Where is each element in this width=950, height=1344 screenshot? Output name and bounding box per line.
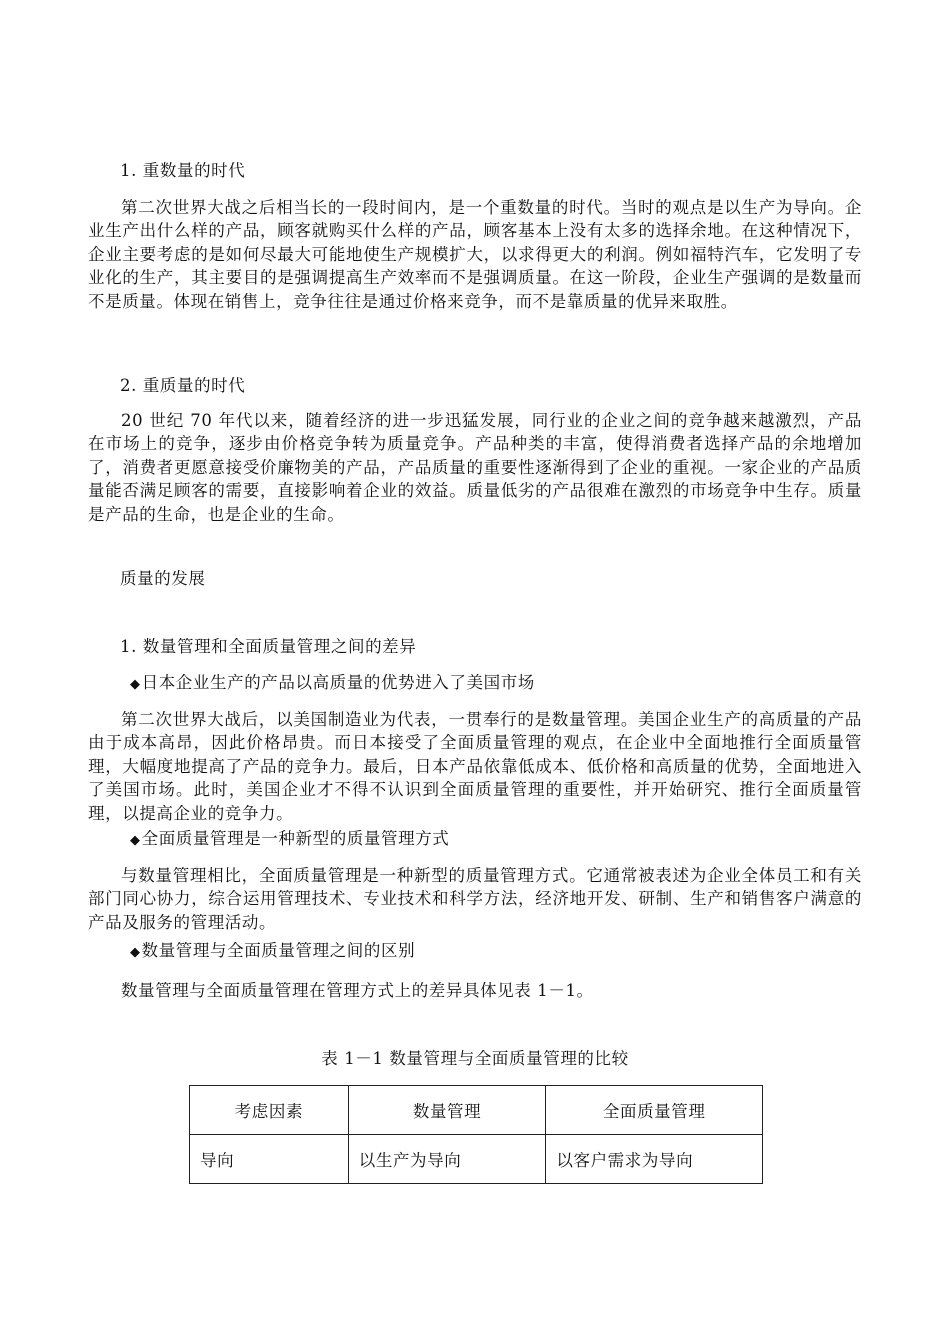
diamond-bullet-icon: ◆ — [130, 677, 141, 692]
bullet-item-tqm-new-method — [130, 828, 449, 852]
bullet-text: 日本企业生产的产品以高质量的优势进入了美国市场 — [141, 673, 535, 692]
section-heading-quality-era: 2. 重质量的时代 — [120, 376, 246, 395]
section-heading-difference: 1. 数量管理和全面质量管理之间的差异 — [120, 637, 417, 656]
diamond-bullet-icon: ◆ — [130, 833, 141, 848]
column-header-quantity-management: 数量管理 — [348, 1086, 546, 1135]
bullet-item-difference — [130, 940, 415, 964]
paragraph-tqm-definition: 与数量管理相比，全面质量管理是一种新型的质量管理方式。它通常被表述为企业全体员工和有关部门同心协力，综合运用管理技术、专业技术和科学方法，经济地开发、研制、生产和销售客户满意的产品及服务的管理活动。 — [88, 866, 862, 932]
section-heading-quantity-era: 1. 重数量的时代 — [120, 161, 246, 180]
bullet-text: 数量管理与全面质量管理之间的区别 — [141, 941, 416, 960]
paragraph-table-reference: 数量管理与全面质量管理在管理方式上的差异具体见表 1－1。 — [121, 981, 594, 1000]
table-caption: 表 1－1 数量管理与全面质量管理的比较 — [321, 1049, 629, 1068]
column-header-tqm: 全面质量管理 — [546, 1086, 763, 1135]
bullet-item-japan-quality — [130, 672, 535, 696]
column-header-factor: 考虑因素 — [190, 1086, 349, 1135]
table-row — [190, 1135, 763, 1184]
comparison-table — [189, 1085, 763, 1184]
table-cell: 以客户需求为导向 — [546, 1135, 763, 1184]
section-heading-development: 质量的发展 — [120, 569, 206, 588]
bullet-text: 全面质量管理是一种新型的质量管理方式 — [141, 829, 450, 848]
table-cell: 以生产为导向 — [348, 1135, 546, 1184]
paragraph-japan-quality: 第二次世界大战后，以美国制造业为代表，一贯奉行的是数量管理。美国企业生产的高质量的产品由于成本高昂，因此价格昂贵。而日本接受了全面质量管理的观点，在企业中全面地推行全面质量管理，大幅度地提高了产品的竞争力。最后，日本产品依靠低成本、低价格和高质量的优势，全面地进入了美国市场。此时，美国企业才不得不认识到全面质量管理的重要性，并开始研究、推行全面质量管理，以提高企业的竞争力。 — [88, 710, 862, 823]
diamond-bullet-icon: ◆ — [130, 945, 141, 960]
table-cell: 导向 — [190, 1135, 349, 1184]
table-header-row — [190, 1086, 763, 1135]
paragraph-quality-era: 20 世纪 70 年代以来，随着经济的进一步迅猛发展，同行业的企业之间的竞争越来越激烈，产品在市场上的竞争，逐步由价格竞争转为质量竞争。产品种类的丰富，使得消费者选择产品的余地增加了，消费者更愿意接受价廉物美的产品，产品质量的重要性逐渐得到了企业的重视。一家企业的产品质量能否满足顾客的需要，直接影响着企业的效益。质量低劣的产品很难在激烈的市场竞争中生存。质量是产品的生命，也是企业的生命。 — [88, 411, 862, 524]
paragraph-quantity-era: 第二次世界大战之后相当长的一段时间内，是一个重数量的时代。当时的观点是以生产为导向。企业生产出什么样的产品，顾客就购买什么样的产品，顾客基本上没有太多的选择余地。在这种情况下，企业主要考虑的是如何尽最大可能地使生产规模扩大，以求得更大的利润。例如福特汽车，它发明了专业化的生产，其主要目的是强调提高生产效率而不是强调质量。在这一阶段，企业生产强调的是数量而不是质量。体现在销售上，竞争往往是通过价格来竞争，而不是靠质量的优异来取胜。 — [88, 198, 862, 311]
